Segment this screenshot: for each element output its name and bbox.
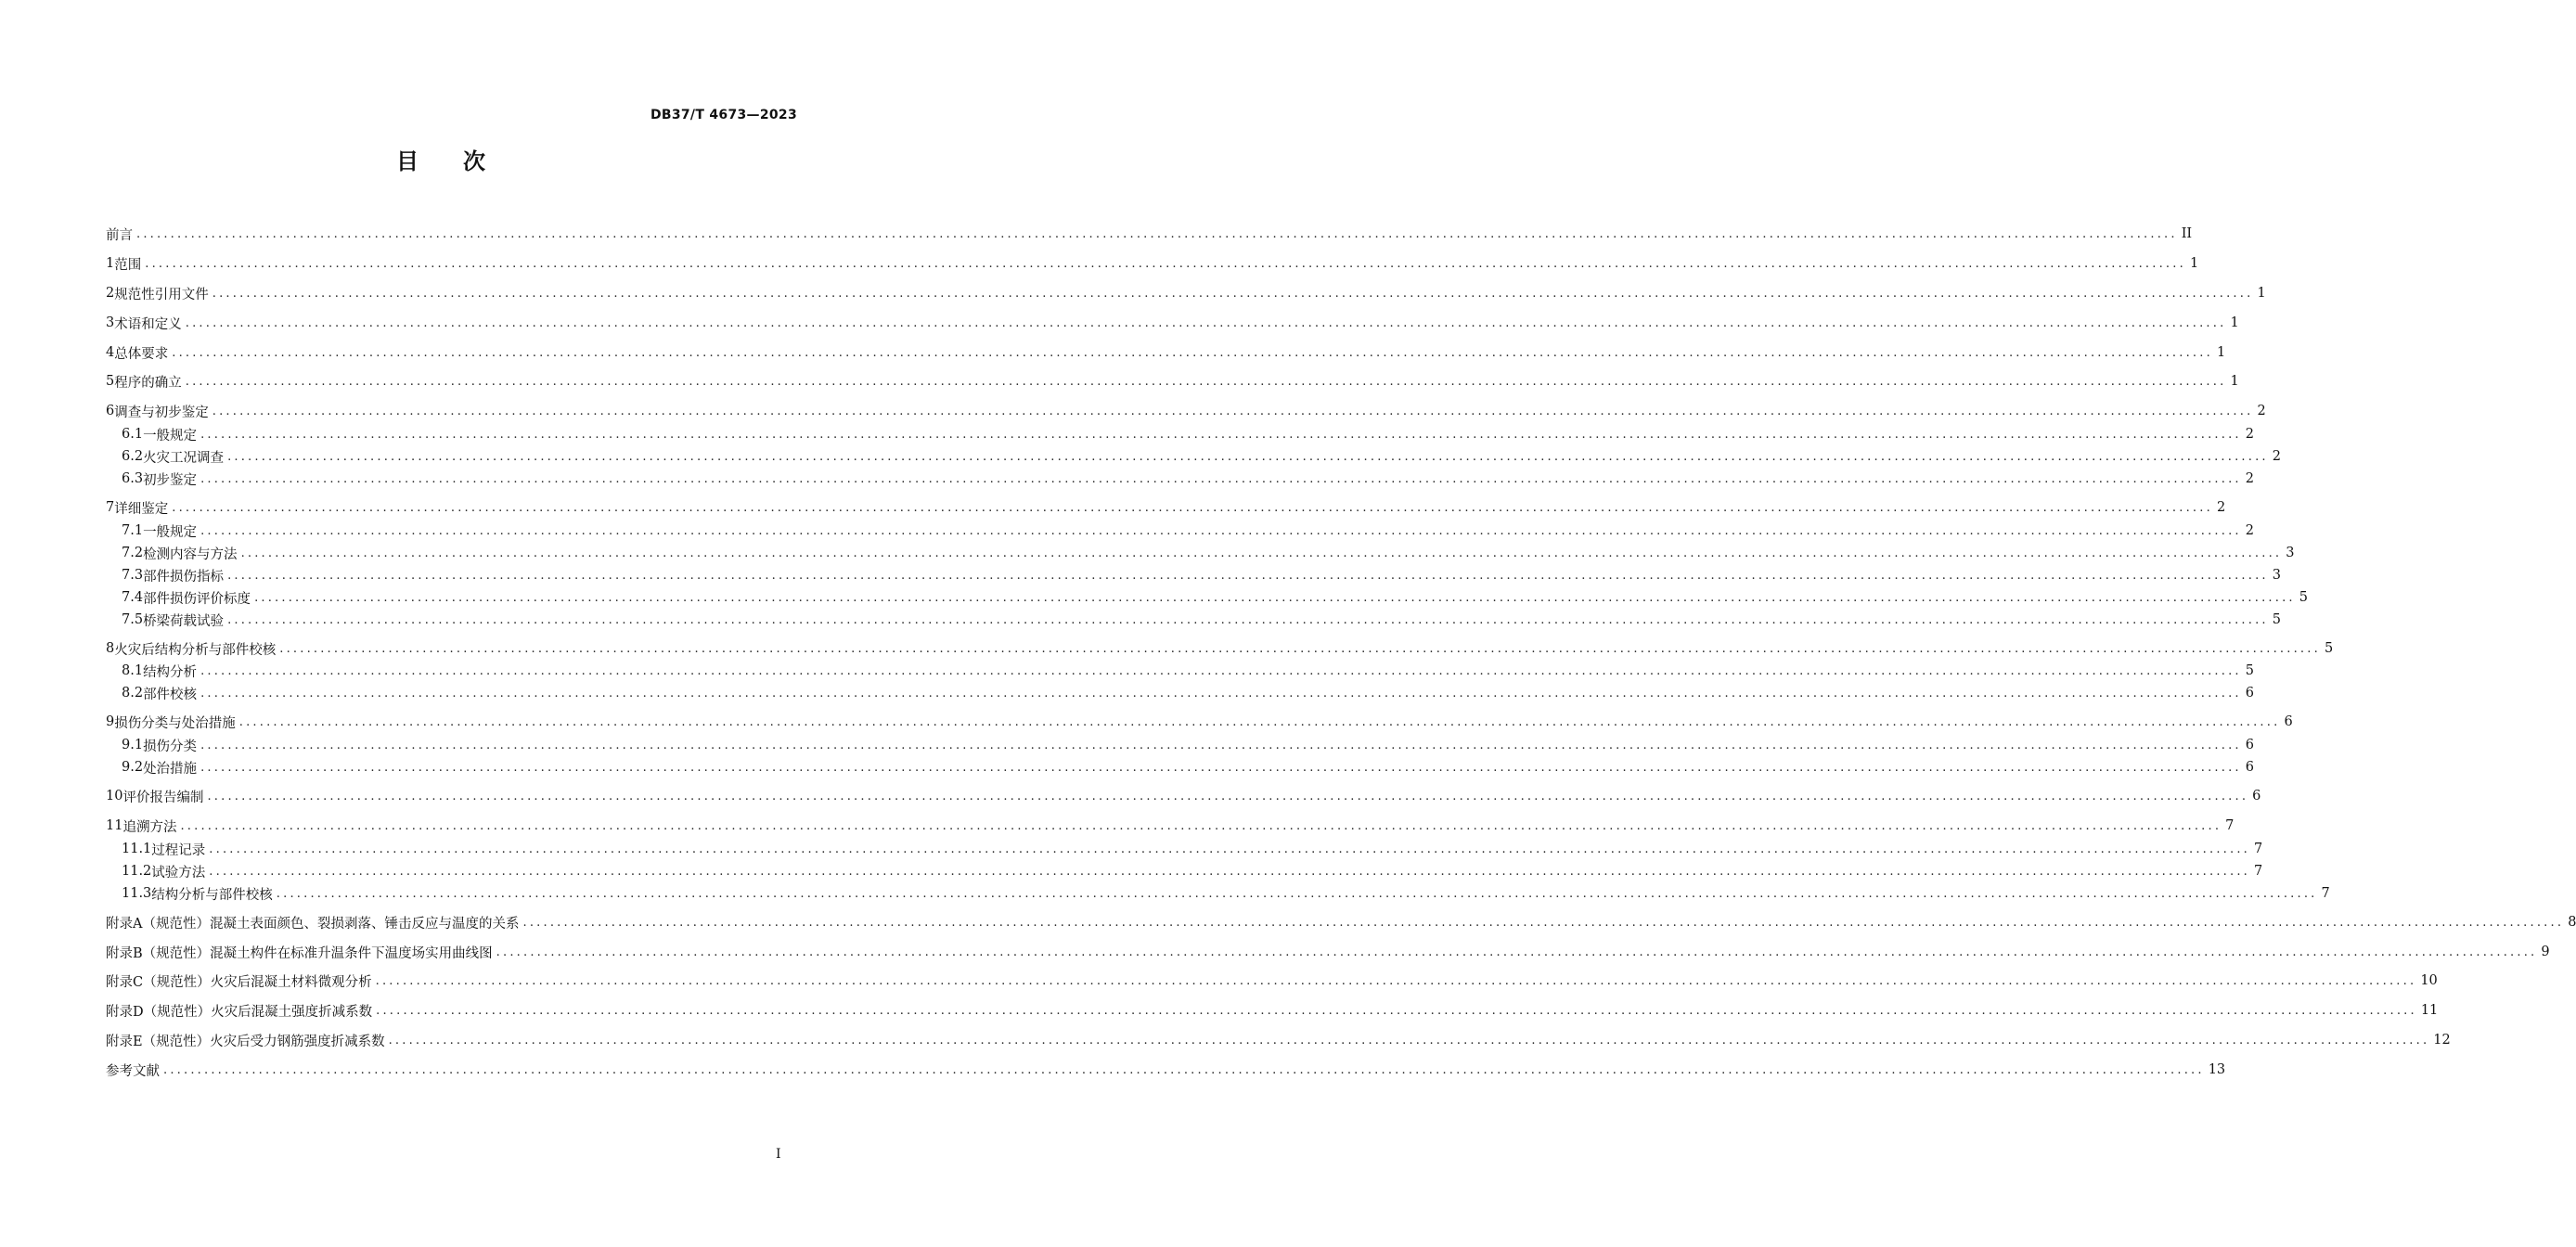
dot-leader: ............................................................................................................................................................................................................................................................................................................: [200, 523, 2242, 538]
toc-entry-page: 7: [2254, 864, 2263, 879]
toc-entry[interactable]: [122, 758, 2254, 777]
toc-entry[interactable]: [122, 662, 2254, 680]
toc-entry-number: 7.3: [122, 568, 144, 583]
toc-entry-title: 混凝土表面颜色、裂损剥落、锤击反应与温度的关系: [209, 916, 520, 932]
toc-entry[interactable]: [106, 372, 2239, 391]
dot-leader: ............................................................................................................................................................................................................................................................................................................: [172, 345, 2213, 360]
toc-entry[interactable]: [106, 943, 2550, 961]
toc-entry-title: 结构分析与部件校核: [151, 887, 273, 903]
toc-entry-title: 桥梁荷载试验: [143, 613, 225, 629]
toc-entry[interactable]: [106, 787, 2261, 805]
toc-entry-number: 9.2: [122, 760, 144, 775]
toc-entry-title: 术语和定义: [114, 316, 182, 332]
toc-entry-page: 3: [2286, 546, 2295, 560]
dot-leader: ............................................................................................................................................................................................................................................................................................................: [375, 973, 2417, 988]
toc-entry-number: 8: [106, 641, 115, 656]
toc-entry-page: 1: [2257, 286, 2266, 301]
toc-entry[interactable]: [122, 469, 2254, 488]
toc-entry-page: 10: [2420, 973, 2438, 988]
dot-leader: ............................................................................................................................................................................................................................................................................................................: [180, 818, 2222, 833]
toc-entry-title: 火灾工况调查: [143, 450, 225, 466]
toc-entry[interactable]: [122, 521, 2254, 540]
toc-entry-number: 11.3: [122, 886, 152, 901]
toc-entry-page: 6: [2252, 789, 2261, 803]
toc-entry[interactable]: [106, 1061, 2226, 1079]
toc-entry-title: 一般规定: [143, 524, 198, 540]
toc-entry[interactable]: [106, 1001, 2439, 1020]
toc-entry-number: 2: [106, 286, 115, 301]
dot-leader: ............................................................................................................................................................................................................................................................................................................: [200, 760, 2242, 775]
toc-entry-title: 火灾后混凝土强度折减系数: [211, 1004, 373, 1020]
toc-entry-title: 总体要求: [114, 346, 169, 362]
toc-entry[interactable]: [106, 913, 2576, 932]
dot-leader: ............................................................................................................................................................................................................................................................................................................: [209, 864, 2250, 879]
toc-entry-page: 7: [2321, 886, 2330, 901]
toc-entry-page: 11: [2420, 1003, 2439, 1018]
toc-entry-title: 损伤分类与处治措施: [114, 715, 236, 731]
toc-entry-number: 6.1: [122, 427, 144, 442]
toc-entry-number: 7: [106, 500, 115, 515]
toc-entry[interactable]: [106, 314, 2239, 332]
toc-entry-number: 9.1: [122, 738, 144, 752]
toc-entry-number: 6.3: [122, 471, 144, 486]
dot-leader: ............................................................................................................................................................................................................................................................................................................: [200, 686, 2242, 701]
toc-entry-title: 调查与初步鉴定: [114, 405, 209, 420]
toc-entry-page: 1: [2230, 315, 2239, 330]
dot-leader: ............................................................................................................................................................................................................................................................................................................: [136, 226, 2178, 241]
toc-entry[interactable]: [106, 713, 2293, 731]
dot-leader: ............................................................................................................................................................................................................................................................................................................: [172, 500, 2213, 515]
toc-entry-page: 7: [2254, 842, 2263, 856]
toc-entry-title: 火灾后结构分析与部件校核: [114, 642, 277, 658]
toc-entry-title: 一般规定: [143, 428, 198, 444]
toc-entry[interactable]: [106, 254, 2199, 273]
toc-entry-title: 详细鉴定: [114, 501, 169, 517]
toc-entry-title: 部件损伤评价标度: [143, 591, 251, 607]
toc-entry-number: 7.1: [122, 523, 144, 538]
toc-entry-number: 11: [106, 818, 123, 833]
document-id: DB37/T 4673—2023: [650, 108, 797, 122]
page-title: 目次: [396, 148, 530, 174]
toc-entry[interactable]: [106, 284, 2266, 302]
toc-entry-page: 2: [2257, 404, 2266, 418]
toc-entry-page: 2: [2272, 449, 2281, 464]
toc-entry[interactable]: [122, 611, 2281, 629]
dot-leader: ............................................................................................................................................................................................................................................................................................................: [163, 1062, 2205, 1077]
dot-leader: ............................................................................................................................................................................................................................................................................................................: [496, 945, 2538, 959]
toc-entry-title: 火灾后混凝土材料微观分析: [210, 974, 372, 990]
dot-leader: ............................................................................................................................................................................................................................................................................................................: [388, 1033, 2430, 1048]
toc-entry-title: 部件损伤指标: [143, 569, 225, 585]
toc-entry[interactable]: [122, 862, 2263, 881]
toc-entry-title: 试验方法: [151, 865, 206, 881]
dot-leader: ............................................................................................................................................................................................................................................................................................................: [240, 546, 2283, 560]
dot-leader: ............................................................................................................................................................................................................................................................................................................: [207, 789, 2249, 803]
toc-entry-number: 8.2: [122, 686, 144, 701]
dot-leader: ............................................................................................................................................................................................................................................................................................................: [200, 663, 2242, 678]
toc-entry-title: 初步鉴定: [143, 472, 198, 488]
toc-entry-page: 3: [2272, 568, 2281, 583]
toc-entry[interactable]: [106, 639, 2334, 658]
toc-entry[interactable]: [106, 498, 2226, 517]
toc-entry-title: 过程记录: [151, 842, 206, 858]
toc-entry[interactable]: [122, 566, 2281, 585]
toc-entry-number: 附录C（规范性）: [106, 974, 211, 990]
toc-entry-page: 7: [2225, 818, 2235, 833]
toc-entry-page: 8: [2568, 915, 2576, 930]
toc-entry-number: 11.2: [122, 864, 152, 879]
toc-entry[interactable]: [122, 447, 2281, 466]
toc-entry[interactable]: [122, 425, 2254, 444]
toc-entry[interactable]: [122, 736, 2254, 754]
toc-entry-page: 6: [2284, 714, 2293, 729]
toc-entry-title: 混凝土构件在标准升温条件下温度场实用曲线图: [210, 945, 493, 961]
toc-entry-page: 5: [2299, 590, 2308, 605]
dot-leader: ............................................................................................................................................................................................................................................................................................................: [200, 427, 2242, 442]
dot-leader: ............................................................................................................................................................................................................................................................................................................: [145, 256, 2186, 271]
dot-leader: ............................................................................................................................................................................................................................................................................................................: [185, 374, 2227, 389]
toc-entry[interactable]: [106, 343, 2226, 362]
toc-entry-page: 9: [2541, 945, 2550, 959]
toc-entry-title: 追溯方法: [122, 819, 177, 835]
toc-entry-number: 6: [106, 404, 115, 418]
toc-entry-page: 6: [2245, 760, 2254, 775]
toc-entry[interactable]: [106, 402, 2266, 420]
toc-entry-page: 2: [2245, 523, 2254, 538]
toc-entry-page: 5: [2245, 663, 2254, 678]
toc-entry-title: 范围: [114, 257, 142, 273]
toc-entry-number: 7.4: [122, 590, 144, 605]
dot-leader: ............................................................................................................................................................................................................................................................................................................: [212, 404, 2254, 418]
toc-entry-number: 附录E（规范性）: [106, 1034, 211, 1049]
toc-entry-title: 检测内容与方法: [143, 546, 238, 562]
toc-entry-page: 6: [2245, 738, 2254, 752]
dot-leader: ............................................................................................................................................................................................................................................................................................................: [200, 738, 2242, 752]
toc-entry[interactable]: [122, 544, 2295, 562]
toc-entry[interactable]: [122, 588, 2308, 607]
toc-entry-number: 附录A（规范性）: [106, 916, 210, 932]
toc-entry-page: 13: [2208, 1062, 2226, 1077]
dot-leader: ............................................................................................................................................................................................................................................................................................................: [522, 915, 2565, 930]
toc-entry-number: 7.2: [122, 546, 144, 560]
toc-entry-number: 4: [106, 345, 115, 360]
toc-entry[interactable]: [106, 1031, 2451, 1049]
toc-entry-title: 前言: [106, 227, 133, 243]
toc-entry-number: 10: [106, 789, 123, 803]
toc-entry-title: 部件校核: [143, 687, 198, 702]
toc-entry-title: 规范性引用文件: [114, 287, 209, 302]
toc-entry[interactable]: [106, 971, 2438, 990]
toc-entry[interactable]: [122, 884, 2330, 903]
dot-leader: ............................................................................................................................................................................................................................................................................................................: [279, 641, 2321, 656]
toc-entry-page: 6: [2245, 686, 2254, 701]
toc-entry-title: 损伤分类: [143, 739, 198, 754]
toc-entry-number: 6.2: [122, 449, 144, 464]
toc-entry-number: 3: [106, 315, 115, 330]
toc-entry-page: 2: [2245, 471, 2254, 486]
dot-leader: ............................................................................................................................................................................................................................................................................................................: [200, 471, 2242, 486]
dot-leader: ............................................................................................................................................................................................................................................................................................................: [227, 449, 2269, 464]
dot-leader: ............................................................................................................................................................................................................................................................................................................: [209, 842, 2250, 856]
toc-entry-number: 5: [106, 374, 115, 389]
toc-entry-number: 8.1: [122, 663, 144, 678]
toc-entry[interactable]: [122, 684, 2254, 702]
toc-entry-title: 结构分析: [143, 664, 198, 680]
toc-entry-page: 5: [2272, 612, 2281, 627]
dot-leader: ............................................................................................................................................................................................................................................................................................................: [376, 1003, 2417, 1018]
toc-entry-number: 附录B（规范性）: [106, 945, 211, 961]
toc-entry[interactable]: [106, 225, 2193, 243]
dot-leader: ............................................................................................................................................................................................................................................................................................................: [227, 568, 2269, 583]
dot-leader: ............................................................................................................................................................................................................................................................................................................: [185, 315, 2227, 330]
toc-entry-title: 处治措施: [143, 761, 198, 777]
dot-leader: ............................................................................................................................................................................................................................................................................................................: [227, 612, 2269, 627]
page-number: I: [776, 1147, 781, 1162]
toc-entry-page: II: [2181, 226, 2193, 241]
dot-leader: ............................................................................................................................................................................................................................................................................................................: [254, 590, 2296, 605]
toc-entry-title: 参考文献: [106, 1063, 160, 1079]
dot-leader: ............................................................................................................................................................................................................................................................................................................: [238, 714, 2281, 729]
toc-entry-page: 12: [2433, 1033, 2451, 1048]
toc-entry-page: 1: [2216, 345, 2226, 360]
toc-entry-page: 2: [2216, 500, 2226, 515]
dot-leader: ............................................................................................................................................................................................................................................................................................................: [276, 886, 2318, 901]
toc-entry-number: 1: [106, 256, 115, 271]
toc-entry-number: 11.1: [122, 842, 152, 856]
toc-entry-page: 1: [2189, 256, 2199, 271]
toc-entry-title: 程序的确立: [114, 375, 182, 391]
toc-entry-page: 5: [2324, 641, 2334, 656]
toc-entry[interactable]: [106, 816, 2235, 835]
dot-leader: ............................................................................................................................................................................................................................................................................................................: [212, 286, 2254, 301]
toc-entry-page: 1: [2230, 374, 2239, 389]
toc-entry-page: 2: [2245, 427, 2254, 442]
toc-entry-title: 评价报告编制: [122, 790, 204, 805]
toc-entry-number: 附录D（规范性）: [106, 1004, 212, 1020]
toc-entry-number: 7.5: [122, 612, 144, 627]
toc-entry[interactable]: [122, 840, 2263, 858]
toc-entry-number: 9: [106, 714, 115, 729]
toc-entry-title: 火灾后受力钢筋强度折减系数: [210, 1034, 385, 1049]
